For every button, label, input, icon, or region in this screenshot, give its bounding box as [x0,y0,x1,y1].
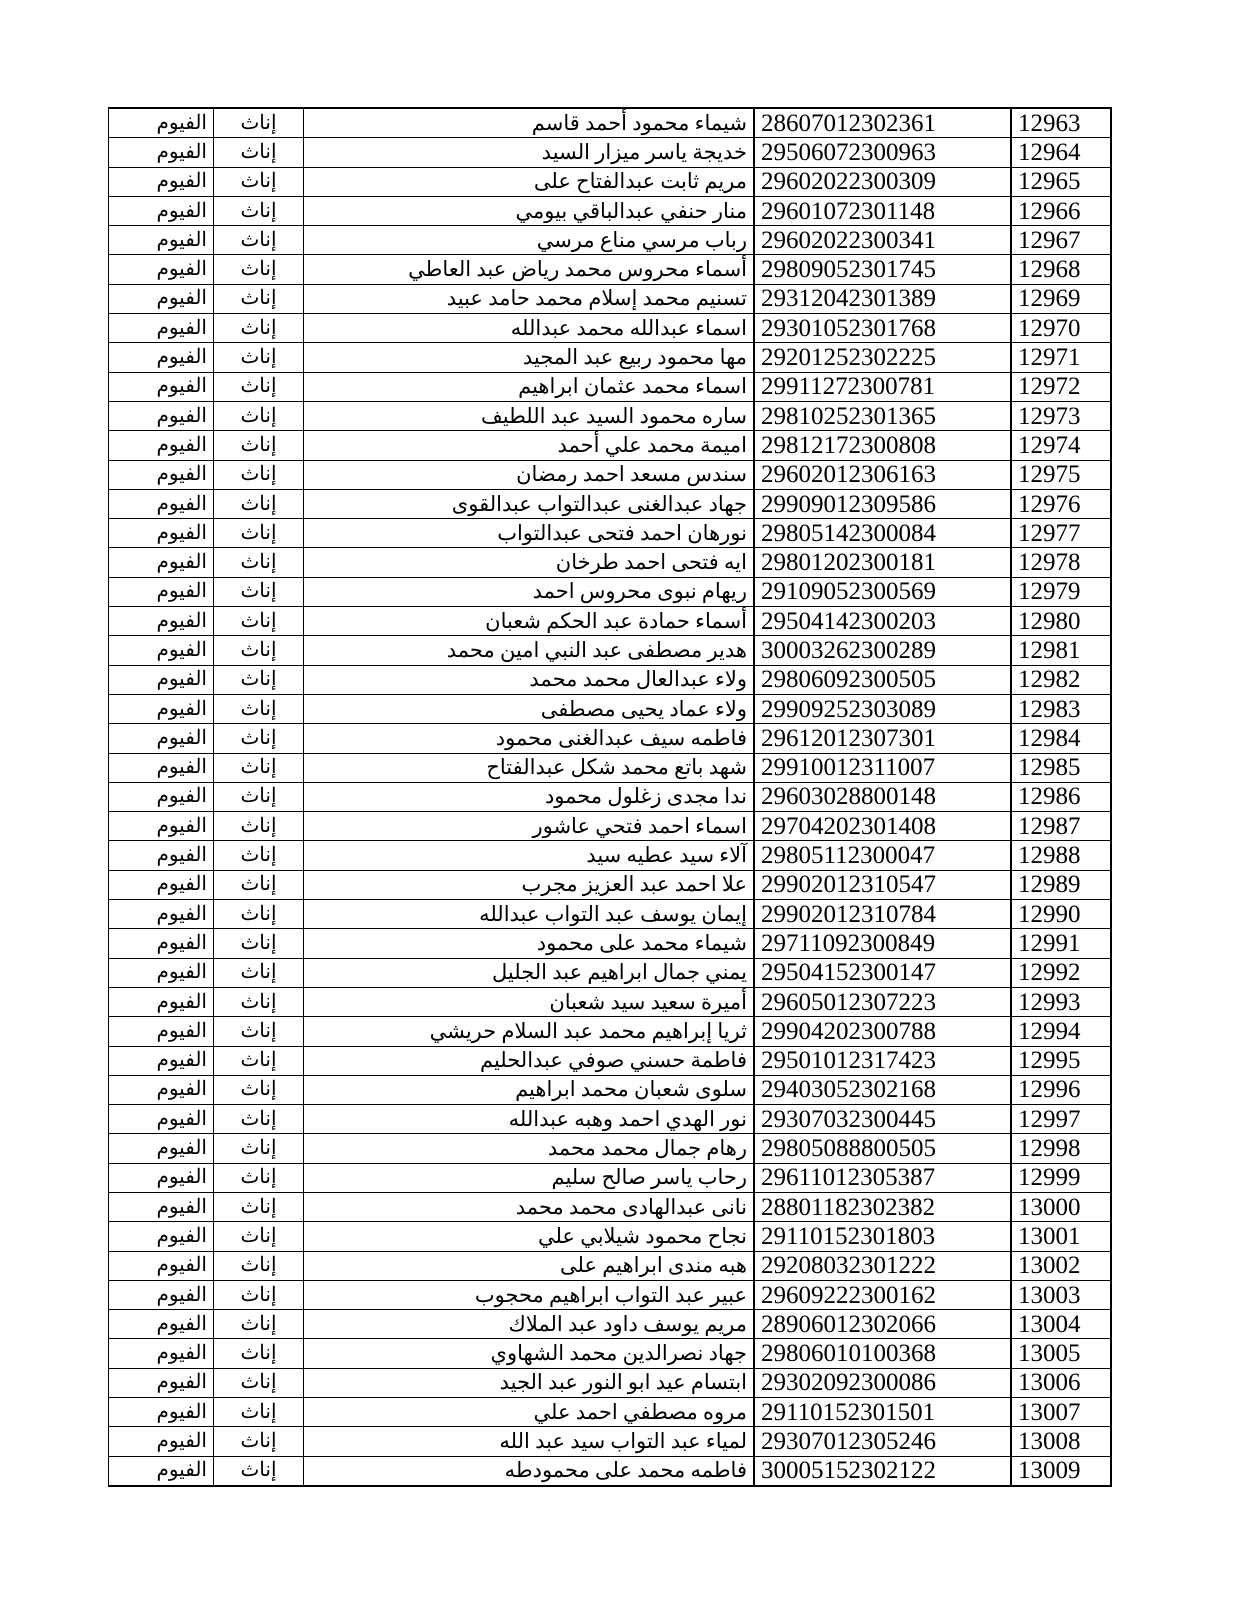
serial-number-cell: 12995 [1011,1046,1111,1075]
table-row [109,1280,1112,1309]
serial-number-cell: 12980 [1011,607,1111,636]
records-table-body [109,108,1112,1486]
serial-number-cell: 12983 [1011,694,1111,723]
national-id-cell: 29201252302225 [754,343,1011,372]
serial-number-cell: 12969 [1011,284,1111,313]
governorate-cell: الفيوم [109,1368,214,1397]
national-id-cell: 29902012310784 [754,900,1011,929]
serial-number-cell: 12991 [1011,929,1111,958]
national-id-cell: 29704202301408 [754,812,1011,841]
full-name-cell: جهاد عبدالغنى عبدالتواب عبدالقوى [304,489,755,518]
table-row [109,636,1112,665]
governorate-cell: الفيوم [109,1017,214,1046]
serial-number-cell: 12999 [1011,1163,1111,1192]
gender-cell: إناث [214,226,304,255]
full-name-cell: سلوى شعبان محمد ابراهيم [304,1075,755,1104]
national-id-cell: 29911272300781 [754,372,1011,401]
governorate-cell: الفيوم [109,1192,214,1221]
national-id-cell: 29504142300203 [754,607,1011,636]
gender-cell: إناث [214,1163,304,1192]
governorate-cell: الفيوم [109,1339,214,1368]
table-row [109,841,1112,870]
national-id-cell: 29506072300963 [754,138,1011,167]
table-row [109,724,1112,753]
governorate-cell: الفيوم [109,1398,214,1427]
full-name-cell: أسماء محروس محمد رياض عبد العاطي [304,255,755,284]
table-row [109,1075,1112,1104]
table-row [109,372,1112,401]
governorate-cell: الفيوم [109,870,214,899]
full-name-cell: لمياء عبد التواب سيد عبد الله [304,1427,755,1456]
serial-number-cell: 12979 [1011,577,1111,606]
governorate-cell: الفيوم [109,284,214,313]
gender-cell: إناث [214,1134,304,1163]
serial-number-cell: 12970 [1011,314,1111,343]
table-row [109,167,1112,196]
national-id-cell: 29602022300309 [754,167,1011,196]
national-id-cell: 30005152302122 [754,1456,1011,1486]
national-id-cell: 29208032301222 [754,1251,1011,1280]
serial-number-cell: 13008 [1011,1427,1111,1456]
governorate-cell: الفيوم [109,958,214,987]
governorate-cell: الفيوم [109,724,214,753]
national-id-cell: 29902012310547 [754,870,1011,899]
gender-cell: إناث [214,255,304,284]
gender-cell: إناث [214,958,304,987]
governorate-cell: الفيوم [109,372,214,401]
gender-cell: إناث [214,694,304,723]
governorate-cell: الفيوم [109,607,214,636]
table-row [109,987,1112,1016]
full-name-cell: منار حنفي عبدالباقي بيومي [304,196,755,225]
serial-number-cell: 13001 [1011,1222,1111,1251]
governorate-cell: الفيوم [109,548,214,577]
full-name-cell: ابتسام عيد ابو النور عبد الجيد [304,1368,755,1397]
national-id-cell: 29302092300086 [754,1368,1011,1397]
governorate-cell: الفيوم [109,841,214,870]
national-id-cell: 29301052301768 [754,314,1011,343]
full-name-cell: اسماء عبدالله محمد عبدالله [304,314,755,343]
full-name-cell: يمني جمال ابراهيم عبد الجليل [304,958,755,987]
full-name-cell: شيماء محمد على محمود [304,929,755,958]
table-row [109,1222,1112,1251]
serial-number-cell: 12963 [1011,108,1111,138]
full-name-cell: عبير عبد التواب ابراهيم محجوب [304,1280,755,1309]
national-id-cell: 29110152301501 [754,1398,1011,1427]
gender-cell: إناث [214,1017,304,1046]
serial-number-cell: 13009 [1011,1456,1111,1486]
serial-number-cell: 12975 [1011,460,1111,489]
table-row [109,753,1112,782]
national-id-cell: 29909252303089 [754,694,1011,723]
serial-number-cell: 12997 [1011,1105,1111,1134]
serial-number-cell: 12976 [1011,489,1111,518]
national-id-cell: 29806092300505 [754,665,1011,694]
gender-cell: إناث [214,460,304,489]
national-id-cell: 30003262300289 [754,636,1011,665]
full-name-cell: شيماء محمود أحمد قاسم [304,108,755,138]
table-row [109,1251,1112,1280]
governorate-cell: الفيوم [109,577,214,606]
gender-cell: إناث [214,1046,304,1075]
gender-cell: إناث [214,607,304,636]
gender-cell: إناث [214,284,304,313]
table-row [109,1192,1112,1221]
national-id-cell: 28607012302361 [754,108,1011,138]
full-name-cell: علا احمد عبد العزيز مجرب [304,870,755,899]
full-name-cell: ريهام نبوى محروس احمد [304,577,755,606]
full-name-cell: اميمة محمد علي أحمد [304,431,755,460]
table-row [109,1163,1112,1192]
serial-number-cell: 12966 [1011,196,1111,225]
table-row [109,431,1112,460]
national-id-cell: 29805112300047 [754,841,1011,870]
governorate-cell: الفيوم [109,138,214,167]
governorate-cell: الفيوم [109,431,214,460]
gender-cell: إناث [214,401,304,430]
full-name-cell: خديجة ياسر ميزار السيد [304,138,755,167]
gender-cell: إناث [214,1251,304,1280]
governorate-cell: الفيوم [109,782,214,811]
governorate-cell: الفيوم [109,401,214,430]
table-row [109,314,1112,343]
full-name-cell: نجاح محمود شيلابي علي [304,1222,755,1251]
full-name-cell: شهد باتع محمد شكل عبدالفتاح [304,753,755,782]
gender-cell: إناث [214,372,304,401]
serial-number-cell: 12985 [1011,753,1111,782]
full-name-cell: تسنيم محمد إسلام محمد حامد عبيد [304,284,755,313]
governorate-cell: الفيوم [109,1456,214,1486]
governorate-cell: الفيوم [109,460,214,489]
serial-number-cell: 12974 [1011,431,1111,460]
serial-number-cell: 13002 [1011,1251,1111,1280]
governorate-cell: الفيوم [109,196,214,225]
serial-number-cell: 12994 [1011,1017,1111,1046]
gender-cell: إناث [214,929,304,958]
table-row [109,1427,1112,1456]
table-row [109,1017,1112,1046]
national-id-cell: 29110152301803 [754,1222,1011,1251]
full-name-cell: اسماء احمد فتحي عاشور [304,812,755,841]
gender-cell: إناث [214,167,304,196]
full-name-cell: نورهان احمد فتحى عبدالتواب [304,519,755,548]
national-id-cell: 29909012309586 [754,489,1011,518]
table-row [109,1398,1112,1427]
full-name-cell: فاطمة حسني صوفي عبدالحليم [304,1046,755,1075]
national-id-cell: 29403052302168 [754,1075,1011,1104]
gender-cell: إناث [214,1192,304,1221]
governorate-cell: الفيوم [109,1134,214,1163]
gender-cell: إناث [214,577,304,606]
serial-number-cell: 12981 [1011,636,1111,665]
governorate-cell: الفيوم [109,167,214,196]
gender-cell: إناث [214,753,304,782]
governorate-cell: الفيوم [109,812,214,841]
table-row [109,1310,1112,1339]
serial-number-cell: 12986 [1011,782,1111,811]
serial-number-cell: 12984 [1011,724,1111,753]
full-name-cell: آلاء سيد عطيه سيد [304,841,755,870]
gender-cell: إناث [214,900,304,929]
gender-cell: إناث [214,138,304,167]
serial-number-cell: 12996 [1011,1075,1111,1104]
governorate-cell: الفيوم [109,1280,214,1309]
full-name-cell: نور الهدي احمد وهبه عبدالله [304,1105,755,1134]
full-name-cell: سندس مسعد احمد رمضان [304,460,755,489]
national-id-cell: 29109052300569 [754,577,1011,606]
gender-cell: إناث [214,431,304,460]
gender-cell: إناث [214,636,304,665]
serial-number-cell: 13000 [1011,1192,1111,1221]
full-name-cell: رهام جمال محمد محمد [304,1134,755,1163]
full-name-cell: ولاء عبدالعال محمد محمد [304,665,755,694]
governorate-cell: الفيوم [109,226,214,255]
governorate-cell: الفيوم [109,343,214,372]
governorate-cell: الفيوم [109,519,214,548]
serial-number-cell: 13004 [1011,1310,1111,1339]
gender-cell: إناث [214,1075,304,1104]
national-id-cell: 29605012307223 [754,987,1011,1016]
serial-number-cell: 13007 [1011,1398,1111,1427]
national-id-cell: 29612012307301 [754,724,1011,753]
gender-cell: إناث [214,782,304,811]
serial-number-cell: 13003 [1011,1280,1111,1309]
gender-cell: إناث [214,812,304,841]
gender-cell: إناث [214,1368,304,1397]
governorate-cell: الفيوم [109,665,214,694]
gender-cell: إناث [214,314,304,343]
national-id-cell: 29806010100368 [754,1339,1011,1368]
full-name-cell: فاطمه محمد على محمودطه [304,1456,755,1486]
governorate-cell: الفيوم [109,987,214,1016]
governorate-cell: الفيوم [109,1105,214,1134]
serial-number-cell: 12993 [1011,987,1111,1016]
full-name-cell: هبه مندى ابراهيم على [304,1251,755,1280]
governorate-cell: الفيوم [109,1222,214,1251]
gender-cell: إناث [214,870,304,899]
table-row [109,782,1112,811]
national-id-cell: 29809052301745 [754,255,1011,284]
national-id-cell: 29609222300162 [754,1280,1011,1309]
gender-cell: إناث [214,489,304,518]
table-row [109,958,1112,987]
table-row [109,577,1112,606]
table-row [109,1339,1112,1368]
serial-number-cell: 12982 [1011,665,1111,694]
table-row [109,870,1112,899]
full-name-cell: أسماء حمادة عبد الحكم شعبان [304,607,755,636]
governorate-cell: الفيوم [109,1310,214,1339]
serial-number-cell: 12998 [1011,1134,1111,1163]
serial-number-cell: 12965 [1011,167,1111,196]
national-id-cell: 29805088800505 [754,1134,1011,1163]
full-name-cell: مريم ثابت عبدالفتاح على [304,167,755,196]
governorate-cell: الفيوم [109,694,214,723]
gender-cell: إناث [214,1280,304,1309]
table-row [109,138,1112,167]
table-row [109,1134,1112,1163]
national-id-cell: 29810252301365 [754,401,1011,430]
full-name-cell: مها محمود ربيع عبد المجيد [304,343,755,372]
serial-number-cell: 12964 [1011,138,1111,167]
gender-cell: إناث [214,1456,304,1486]
national-id-cell: 29904202300788 [754,1017,1011,1046]
gender-cell: إناث [214,665,304,694]
table-row [109,548,1112,577]
gender-cell: إناث [214,548,304,577]
table-row [109,694,1112,723]
gender-cell: إناث [214,196,304,225]
full-name-cell: اسماء محمد عثمان ابراهيم [304,372,755,401]
national-id-cell: 29603028800148 [754,782,1011,811]
full-name-cell: مروه مصطفي احمد علي [304,1398,755,1427]
national-id-cell: 29711092300849 [754,929,1011,958]
full-name-cell: هدير مصطفى عبد النبي امين محمد [304,636,755,665]
gender-cell: إناث [214,1339,304,1368]
gender-cell: إناث [214,841,304,870]
full-name-cell: فاطمه سيف عبدالغنى محمود [304,724,755,753]
table-row [109,812,1112,841]
national-id-cell: 29307012305246 [754,1427,1011,1456]
records-table [108,107,1112,1487]
table-row [109,460,1112,489]
governorate-cell: الفيوم [109,1075,214,1104]
governorate-cell: الفيوم [109,900,214,929]
gender-cell: إناث [214,1222,304,1251]
full-name-cell: رباب مرسي مناع مرسي [304,226,755,255]
table-row [109,1368,1112,1397]
governorate-cell: الفيوم [109,255,214,284]
full-name-cell: أميرة سعيد سيد شعبان [304,987,755,1016]
national-id-cell: 29601072301148 [754,196,1011,225]
table-row [109,401,1112,430]
gender-cell: إناث [214,1398,304,1427]
table-row [109,607,1112,636]
governorate-cell: الفيوم [109,108,214,138]
gender-cell: إناث [214,724,304,753]
serial-number-cell: 12977 [1011,519,1111,548]
full-name-cell: ندا مجدى زغلول محمود [304,782,755,811]
table-row [109,343,1112,372]
serial-number-cell: 12967 [1011,226,1111,255]
governorate-cell: الفيوم [109,314,214,343]
governorate-cell: الفيوم [109,1046,214,1075]
serial-number-cell: 13006 [1011,1368,1111,1397]
national-id-cell: 29611012305387 [754,1163,1011,1192]
national-id-cell: 29307032300445 [754,1105,1011,1134]
serial-number-cell: 12972 [1011,372,1111,401]
full-name-cell: ساره محمود السيد عبد اللطيف [304,401,755,430]
serial-number-cell: 12992 [1011,958,1111,987]
serial-number-cell: 12968 [1011,255,1111,284]
table-row [109,665,1112,694]
national-id-cell: 28801182302382 [754,1192,1011,1221]
table-row [109,900,1112,929]
gender-cell: إناث [214,343,304,372]
gender-cell: إناث [214,519,304,548]
table-row [109,196,1112,225]
national-id-cell: 29602012306163 [754,460,1011,489]
national-id-cell: 29812172300808 [754,431,1011,460]
governorate-cell: الفيوم [109,1163,214,1192]
serial-number-cell: 12988 [1011,841,1111,870]
governorate-cell: الفيوم [109,1251,214,1280]
table-row [109,226,1112,255]
serial-number-cell: 13005 [1011,1339,1111,1368]
national-id-cell: 28906012302066 [754,1310,1011,1339]
national-id-cell: 29805142300084 [754,519,1011,548]
serial-number-cell: 12987 [1011,812,1111,841]
gender-cell: إناث [214,108,304,138]
national-id-cell: 29504152300147 [754,958,1011,987]
table-row [109,489,1112,518]
serial-number-cell: 12973 [1011,401,1111,430]
table-row [109,284,1112,313]
gender-cell: إناث [214,987,304,1016]
table-row [109,519,1112,548]
serial-number-cell: 12990 [1011,900,1111,929]
national-id-cell: 29312042301389 [754,284,1011,313]
full-name-cell: رحاب ياسر صالح سليم [304,1163,755,1192]
governorate-cell: الفيوم [109,636,214,665]
table-row [109,1046,1112,1075]
full-name-cell: إيمان يوسف عبد التواب عبدالله [304,900,755,929]
full-name-cell: ثريا إبراهيم محمد عبد السلام حريشي [304,1017,755,1046]
full-name-cell: ايه فتحى احمد طرخان [304,548,755,577]
gender-cell: إناث [214,1105,304,1134]
full-name-cell: جهاد نصرالدين محمد الشهاوي [304,1339,755,1368]
serial-number-cell: 12989 [1011,870,1111,899]
serial-number-cell: 12971 [1011,343,1111,372]
full-name-cell: ولاء عماد يحيى مصطفى [304,694,755,723]
table-row [109,108,1112,138]
governorate-cell: الفيوم [109,929,214,958]
table-row [109,929,1112,958]
full-name-cell: نانى عبدالهادى محمد محمد [304,1192,755,1221]
national-id-cell: 29602022300341 [754,226,1011,255]
governorate-cell: الفيوم [109,753,214,782]
full-name-cell: مريم يوسف داود عبد الملاك [304,1310,755,1339]
governorate-cell: الفيوم [109,489,214,518]
table-row [109,255,1112,284]
serial-number-cell: 12978 [1011,548,1111,577]
gender-cell: إناث [214,1310,304,1339]
national-id-cell: 29910012311007 [754,753,1011,782]
national-id-cell: 29501012317423 [754,1046,1011,1075]
governorate-cell: الفيوم [109,1427,214,1456]
national-id-cell: 29801202300181 [754,548,1011,577]
table-row [109,1105,1112,1134]
table-row [109,1456,1112,1486]
gender-cell: إناث [214,1427,304,1456]
